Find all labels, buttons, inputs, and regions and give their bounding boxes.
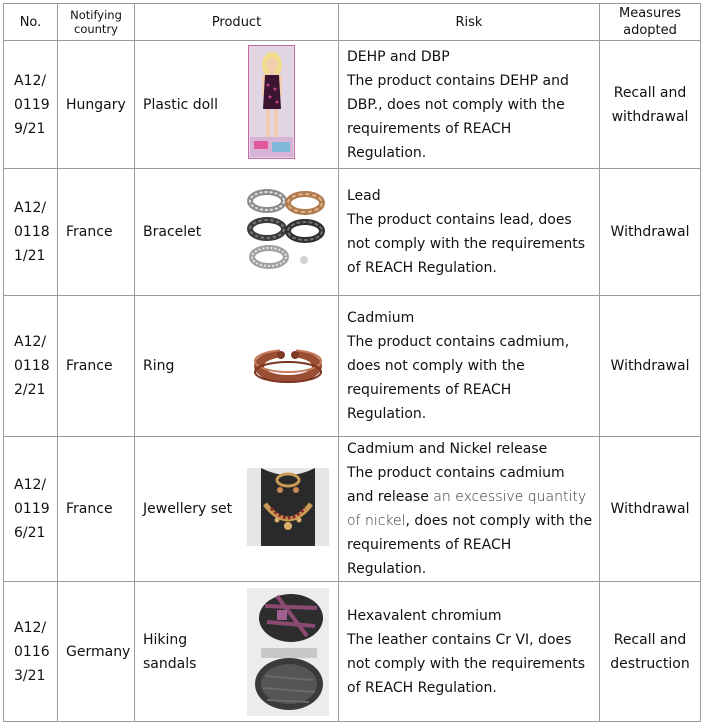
row-product [135, 437, 339, 582]
row-no: A12/ 0119 9/21 [4, 41, 58, 169]
risk-text-part: , does not comply with the requirements of REACH Regulation. [347, 513, 593, 577]
table-row [4, 437, 701, 582]
row-product [135, 582, 339, 722]
risk-text: The product contains DEHP and DBP., does not comply with the requirements of REACH Regulation. [347, 72, 569, 161]
row-risk [339, 169, 600, 296]
bracelet-image [247, 187, 329, 273]
row-risk [339, 582, 600, 722]
row-country: Germany [58, 582, 135, 722]
risk-text [347, 461, 593, 581]
row-no: A12/ 0119 6/21 [4, 437, 58, 582]
row-measures: Withdrawal [600, 296, 701, 437]
product-name: Jewellery set [143, 501, 233, 517]
table-row [4, 296, 701, 437]
row-product [135, 169, 339, 296]
risk-text-part: an excessive quantity of nickel [347, 489, 587, 529]
product-name: Hiking sandals [143, 631, 197, 672]
risk-text: The product contains lead, does not comply with the requirements of REACH Regulation. [347, 212, 586, 276]
sandals-image [247, 588, 329, 716]
row-measures: Withdrawal [600, 169, 701, 296]
row-no: A12/ 0118 1/21 [4, 169, 58, 296]
jewellery-set-image [247, 468, 329, 546]
header-row [4, 4, 701, 41]
row-product [135, 41, 339, 169]
risk-title: Cadmium and Nickel release [347, 441, 548, 457]
risk-text: The product contains cadmium, does not comply with the requirements of REACH Regulation. [347, 334, 570, 422]
row-measures: Withdrawal [600, 437, 701, 582]
ring-image [250, 345, 326, 387]
row-risk [339, 437, 600, 582]
table-row [4, 41, 701, 169]
row-risk [339, 41, 600, 169]
header-risk: Risk [339, 4, 600, 41]
risk-text: The leather contains Cr VI, does not comply with the requirements of REACH Regulation. [347, 631, 586, 696]
header-product: Product [135, 4, 339, 41]
risk-title: DEHP and DBP [347, 48, 450, 65]
risk-title: Cadmium [347, 310, 415, 326]
table-row [4, 169, 701, 296]
header-no: No. [4, 4, 58, 41]
product-name: Plastic doll [143, 96, 218, 113]
row-measures: Recall and withdrawal [600, 41, 701, 169]
product-name: Bracelet [143, 224, 202, 240]
row-risk [339, 296, 600, 437]
row-country: Hungary [58, 41, 135, 169]
notifications-table [3, 3, 701, 722]
risk-title: Hexavalent chromium [347, 607, 502, 624]
row-measures: Recall and destruction [600, 582, 701, 722]
row-country: France [58, 437, 135, 582]
row-product [135, 296, 339, 437]
risk-title: Lead [347, 188, 381, 204]
row-no: A12/ 0118 2/21 [4, 296, 58, 437]
risk-text-part: The product contains cadmium and release [347, 465, 565, 505]
table-row [4, 582, 701, 722]
header-measures: Measures adopted [600, 4, 701, 41]
row-country: France [58, 296, 135, 437]
product-name: Ring [143, 358, 175, 374]
row-no: A12/ 0116 3/21 [4, 582, 58, 722]
row-country: France [58, 169, 135, 296]
header-country: Notifying country [58, 4, 135, 41]
doll-image [248, 45, 295, 159]
